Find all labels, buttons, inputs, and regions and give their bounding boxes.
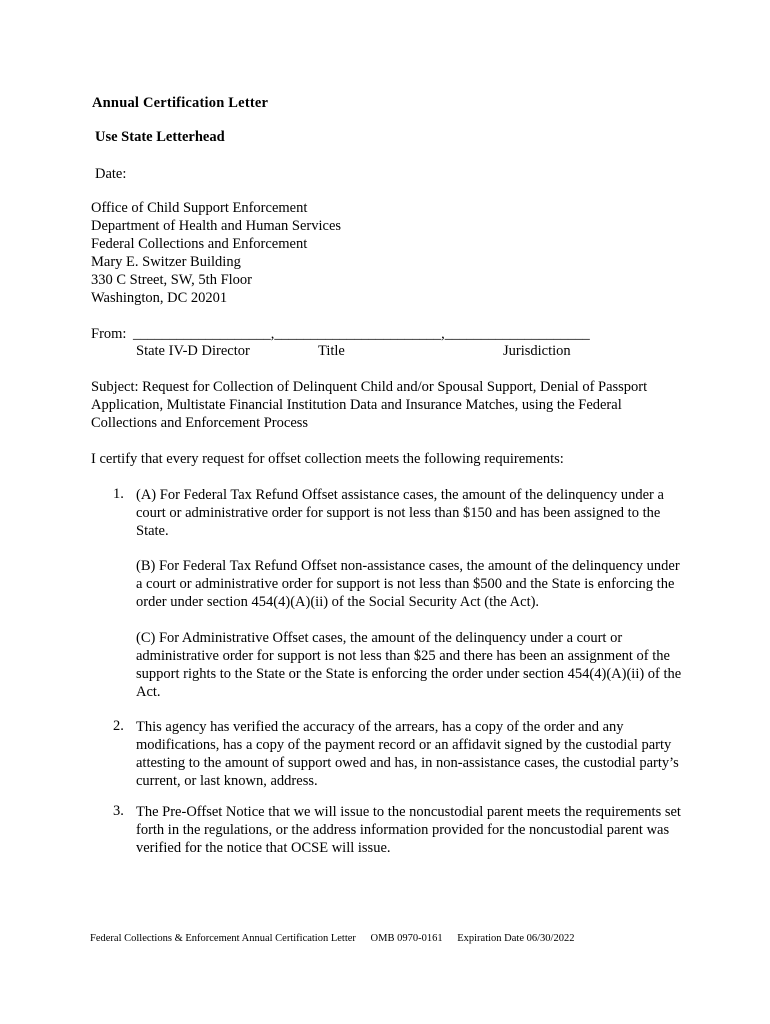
date-label: Date: <box>95 166 127 182</box>
from-blanks[interactable]: ___________________,_______________________,____________________ <box>133 326 590 342</box>
certify-statement: I certify that every request for offset collection meets the following requirements: <box>91 451 564 467</box>
list-number: 2. <box>113 718 124 734</box>
footer-form-name: Federal Collections & Enforcement Annual Certification Letter <box>90 933 356 944</box>
from-field[interactable] <box>91 326 590 343</box>
document-title: Annual Certification Letter <box>92 95 269 111</box>
footer-expiration: Expiration Date 06/30/2022 <box>457 933 575 944</box>
page-footer <box>90 933 586 944</box>
caption-title: Title <box>318 343 345 359</box>
address-line: Federal Collections and Enforcement <box>91 236 308 252</box>
subject-paragraph: Subject: Request for Collection of Delinquent Child and/or Spousal Support, Denial of Passport Application, Multistate Financial Institution Data and Insurance Matches, using the Federal Collections and Enforcement Process <box>91 379 648 431</box>
requirement-text: The Pre-Offset Notice that we will issue to the noncustodial parent meets the requirements set forth in the regulations, or the address information provided for the noncustodial parent was verified for the notice that OCSE will issue. <box>136 804 681 856</box>
from-label: From: <box>91 326 127 342</box>
requirement-c: (C) For Administrative Offset cases, the amount of the delinquency under a court or administrative order for support is not less than $25 and there has been an assignment of the support rights to the State or the State is enforcing the order under section 454(4)(A)(ii) of the Act. <box>136 630 682 700</box>
caption-director: State IV-D Director <box>136 343 250 359</box>
address-line: 330 C Street, SW, 5th Floor <box>91 272 252 288</box>
address-line: Department of Health and Human Services <box>91 218 342 234</box>
requirement-text: This agency has verified the accuracy of the arrears, has a copy of the order and any modifications, has a copy of the payment record or an affidavit signed by the custodial party attesting to the amount of support owed and has, in non-assistance cases, the custodial party’s current, or last known, address. <box>136 719 679 789</box>
requirement-a: (A) For Federal Tax Refund Offset assistance cases, the amount of the delinquency under a court or administrative order for support is not less than $150 and has been assigned to the State. <box>136 487 664 539</box>
address-line: Washington, DC 20201 <box>91 290 228 306</box>
list-number: 1. <box>113 486 124 502</box>
from-captions <box>0 343 770 361</box>
recipient-address <box>91 199 341 307</box>
footer-omb: OMB 0970-0161 <box>370 933 443 944</box>
letterhead-instruction: Use State Letterhead <box>95 129 225 145</box>
caption-jurisdiction: Jurisdiction <box>503 343 571 359</box>
address-line: Office of Child Support Enforcement <box>91 200 308 216</box>
list-number: 3. <box>113 803 124 819</box>
address-line: Mary E. Switzer Building <box>91 254 241 270</box>
requirement-b: (B) For Federal Tax Refund Offset non-assistance cases, the amount of the delinquency under a court or administrative order for support is not less than $500 and the State is enforcing the order under section 454(4)(A)(ii) of the Social Security Act (the Act). <box>136 558 680 610</box>
